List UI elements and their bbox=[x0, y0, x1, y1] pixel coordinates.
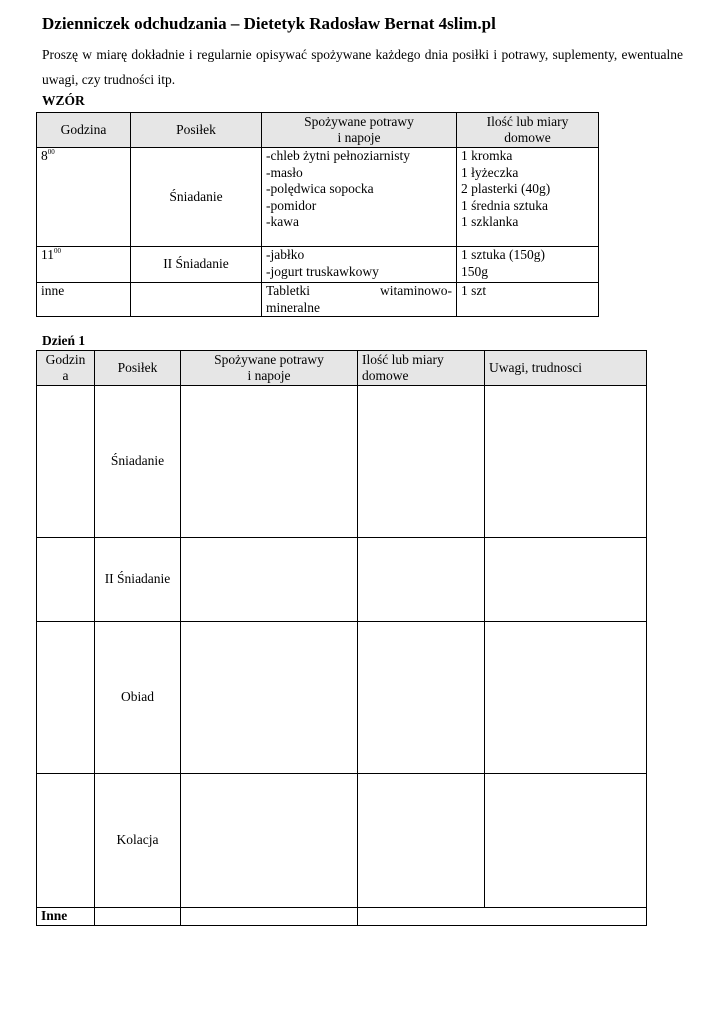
example-hour-cell bbox=[37, 148, 131, 247]
example-amount-cell: 1 kromka 1 łyżeczka 2 plasterki (40g) 1 średnia sztuka 1 szklanka bbox=[457, 148, 599, 247]
day1-row-lunch bbox=[37, 622, 647, 774]
header-amount: Ilość lub miary domowe bbox=[358, 351, 485, 386]
meal-label-cell: II Śniadanie bbox=[95, 538, 181, 622]
example-amount-cell: 1 szt bbox=[457, 283, 599, 317]
example-amount-cell: 1 sztuka (150g) 150g bbox=[457, 247, 599, 283]
hour-minutes: 00 bbox=[54, 247, 61, 255]
food-word: witaminowo- bbox=[380, 283, 452, 298]
food-input-cell[interactable] bbox=[181, 622, 358, 774]
day1-row-other bbox=[37, 908, 647, 926]
amount-input-cell[interactable] bbox=[358, 622, 485, 774]
example-header-row bbox=[37, 113, 599, 148]
hour-value: 11 bbox=[41, 247, 54, 262]
day1-row-breakfast bbox=[37, 386, 647, 538]
food-word: Tabletki bbox=[266, 283, 311, 298]
food-input-cell[interactable] bbox=[181, 774, 358, 908]
food-input-cell[interactable] bbox=[181, 538, 358, 622]
header-hour: Godzina bbox=[37, 113, 131, 148]
meal-label-cell: Obiad bbox=[95, 622, 181, 774]
example-table bbox=[36, 112, 599, 317]
notes-input-cell[interactable] bbox=[485, 538, 647, 622]
notes-input-cell[interactable] bbox=[485, 386, 647, 538]
day1-header-row bbox=[37, 351, 647, 386]
amount-input-cell[interactable] bbox=[358, 538, 485, 622]
document-title: Dzienniczek odchudzania – Dietetyk Radosław Bernat 4slim.pl bbox=[42, 14, 496, 33]
header-food: Spożywane potrawy i napoje bbox=[181, 351, 358, 386]
notes-input-cell[interactable] bbox=[485, 622, 647, 774]
hour-input-cell[interactable] bbox=[37, 386, 95, 538]
hour-input-cell[interactable] bbox=[37, 622, 95, 774]
example-section-label: WZÓR bbox=[42, 93, 85, 108]
example-meal-cell: II Śniadanie bbox=[131, 247, 262, 283]
header-amount: Ilość lub miary domowe bbox=[457, 113, 599, 148]
example-hour-cell bbox=[37, 247, 131, 283]
hour-value: 8 bbox=[41, 148, 48, 163]
example-row-second-breakfast bbox=[37, 247, 599, 283]
hour-input-cell[interactable] bbox=[37, 774, 95, 908]
example-row-other bbox=[37, 283, 599, 317]
example-food-cell: -jabłko -jogurt truskawkowy bbox=[262, 247, 457, 283]
day1-section-label: Dzień 1 bbox=[42, 333, 86, 348]
day1-row-second-breakfast bbox=[37, 538, 647, 622]
meal-label-cell: Śniadanie bbox=[95, 386, 181, 538]
food-input-cell[interactable] bbox=[181, 386, 358, 538]
header-hour: Godzin a bbox=[37, 351, 95, 386]
food-second-line: mineralne bbox=[266, 299, 320, 315]
day1-table bbox=[36, 350, 647, 926]
food-first-line bbox=[266, 283, 452, 300]
header-food: Spożywane potrawy i napoje bbox=[262, 113, 457, 148]
other-label-cell: Inne bbox=[37, 908, 95, 926]
example-food-cell: -chleb żytni pełnoziarnisty -masło -polędwica sopocka -pomidor -kawa bbox=[262, 148, 457, 247]
meal-label-cell: Kolacja bbox=[95, 774, 181, 908]
example-hour-cell: inne bbox=[37, 283, 131, 317]
food-input-cell[interactable] bbox=[181, 908, 358, 926]
day1-row-dinner bbox=[37, 774, 647, 908]
header-meal: Posiłek bbox=[131, 113, 262, 148]
amount-input-cell[interactable] bbox=[358, 386, 485, 538]
hour-minutes: 00 bbox=[47, 148, 55, 156]
amount-input-cell[interactable] bbox=[358, 774, 485, 908]
header-notes: Uwagi, trudnosci bbox=[485, 351, 647, 386]
header-meal: Posiłek bbox=[95, 351, 181, 386]
hour-input-cell[interactable] bbox=[37, 538, 95, 622]
amount-notes-input-cell[interactable] bbox=[358, 908, 647, 926]
notes-input-cell[interactable] bbox=[485, 774, 647, 908]
example-meal-cell bbox=[131, 283, 262, 317]
example-row-breakfast bbox=[37, 148, 599, 247]
meal-input-cell[interactable] bbox=[95, 908, 181, 926]
instructions-paragraph: Proszę w miarę dokładnie i regularnie opisywać spożywane każdego dnia posiłki i potrawy, suplementy, ewentualne uwagi, czy trudności itp. bbox=[42, 47, 683, 87]
example-food-cell bbox=[262, 283, 457, 317]
example-meal-cell: Śniadanie bbox=[131, 148, 262, 247]
